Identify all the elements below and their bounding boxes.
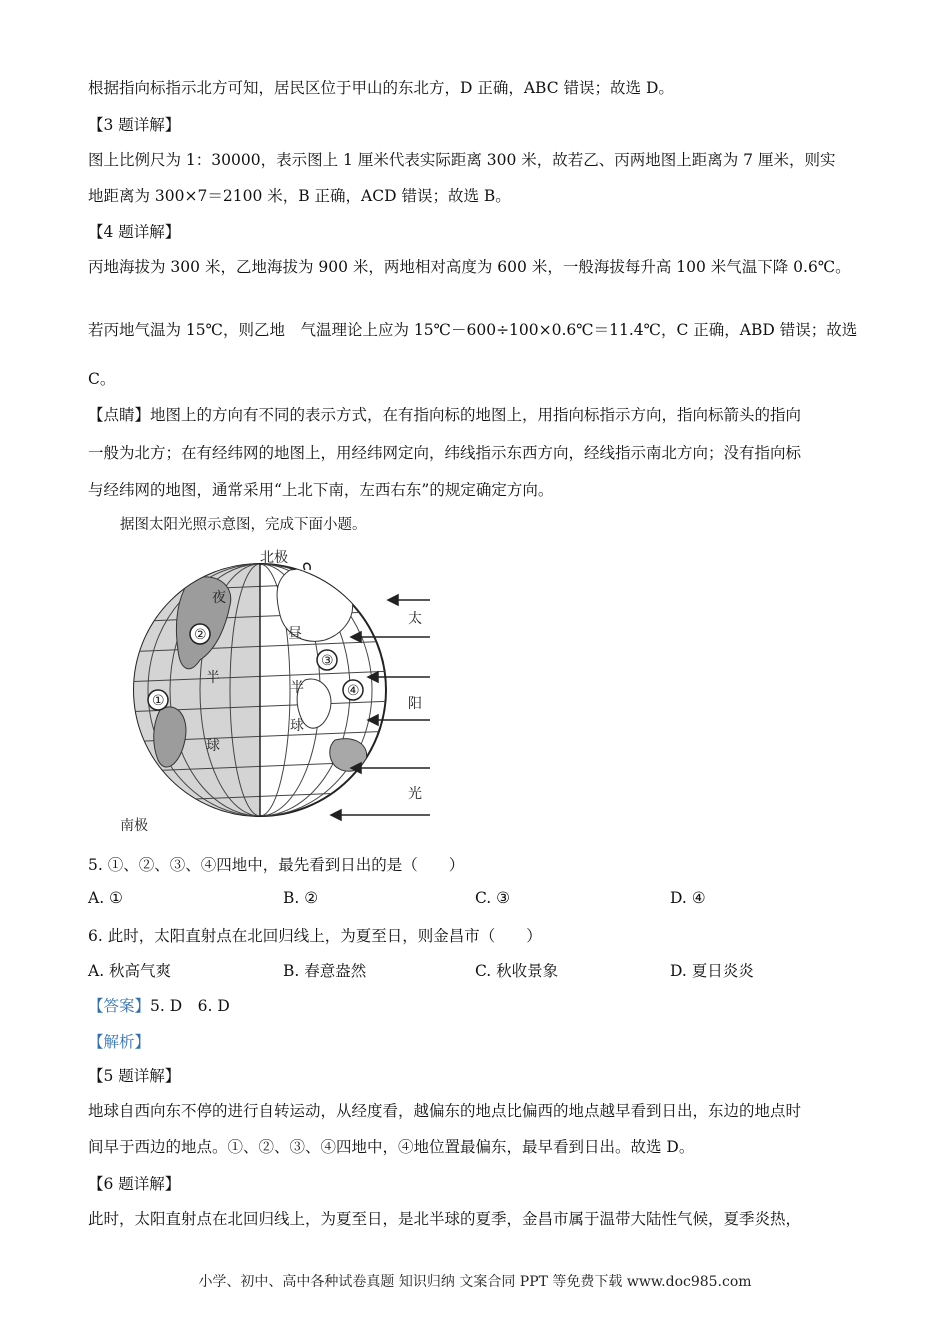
tip-line: 与经纬网的地图，通常采用“上北下南，左西右东”的规定确定方向。 — [88, 481, 554, 499]
text-line: 图上比例尺为 1：30000，表示图上 1 厘米代表实际距离 300 米，故若乙、丙两地图上距离为 7 厘米，则实 — [88, 151, 836, 169]
section-heading: 【4 题详解】 — [88, 223, 181, 241]
option-d[interactable]: D. ④ — [670, 889, 706, 907]
tip-line: 一般为北方；在有经纬网的地图上，用经纬网定向，纬线指示东西方向，经线指示南北方向；没有指向标 — [88, 444, 802, 462]
question-6-options — [88, 959, 868, 981]
rotation-arrow-icon — [304, 563, 310, 570]
sunlight-globe-figure — [120, 540, 450, 840]
option-a[interactable]: A. ① — [88, 889, 123, 907]
section-heading: 【6 题详解】 — [88, 1175, 181, 1193]
text-line: 丙地海拔为 300 米，乙地海拔为 900 米，两地相对高度为 600 米，一般海拔每升高 100 米气温下降 0.6℃。 — [88, 258, 851, 276]
hemisphere-char: 球 — [290, 718, 304, 734]
option-a[interactable]: A. 秋高气爽 — [88, 962, 172, 980]
text-line: 根据指向标指示北方可知，居民区位于甲山的东北方，D 正确，ABC 错误；故选 D。 — [88, 79, 674, 97]
question-6: 6. 此时，太阳直射点在北回归线上，为夏至日，则金昌市（ ） — [88, 927, 542, 945]
hemisphere-char: 球 — [206, 738, 220, 754]
section-heading: 【5 题详解】 — [88, 1067, 181, 1085]
answer-text: 5. D 6. D — [150, 997, 230, 1015]
answer-line — [88, 994, 230, 1016]
point-1-label: ① — [152, 693, 165, 709]
analysis-label: 【解析】 — [88, 1033, 151, 1051]
question-5: 5. ①、②、③、④四地中，最先看到日出的是（ ） — [88, 856, 465, 874]
question-5-options — [88, 889, 868, 911]
section-heading: 【3 题详解】 — [88, 116, 181, 134]
text-line: 若丙地气温为 15℃，则乙地 气温理论上应为 15℃－600÷100×0.6℃＝11.4℃，C 正确，ABD 错误；故选 — [88, 321, 858, 339]
point-4-label: ④ — [347, 683, 360, 699]
text-line: C。 — [88, 370, 116, 388]
text-line: 地距离为 300×7＝2100 米，B 正确，ACD 错误；故选 B。 — [88, 187, 511, 205]
figure-intro: 据图太阳光照示意图，完成下面小题。 — [120, 517, 367, 533]
sunlight-char: 太 — [408, 611, 422, 627]
point-2-label: ② — [194, 627, 207, 643]
option-b[interactable]: B. ② — [283, 889, 319, 907]
option-c[interactable]: C. 秋收景象 — [475, 962, 559, 980]
hemisphere-char: 夜 — [212, 590, 226, 606]
hemisphere-char: 半 — [290, 680, 304, 696]
hemisphere-char: 昼 — [288, 626, 302, 642]
option-b[interactable]: B. 春意盎然 — [283, 962, 367, 980]
answer-label: 【答案】 — [88, 997, 151, 1015]
hemisphere-char: 半 — [206, 670, 220, 686]
north-pole-label: 北极 — [260, 550, 288, 566]
text-line: 间早于西边的地点。①、②、③、④四地中，④地位置最偏东，最早看到日出。故选 D。 — [88, 1138, 695, 1156]
option-d[interactable]: D. 夏日炎炎 — [670, 962, 754, 980]
text-line: 地球自西向东不停的进行自转运动，从经度看，越偏东的地点比偏西的地点越早看到日出，东边的地点时 — [88, 1102, 802, 1120]
south-pole-label: 南极 — [120, 818, 148, 834]
page-footer: 小学、初中、高中各种试卷真题 知识归纳 文案合同 PPT 等免费下载 www.doc985.com — [198, 1274, 752, 1290]
tip-line: 【点睛】地图上的方向有不同的表示方式，在有指向标的地图上，用指向标指示方向，指向标箭头的指向 — [88, 406, 802, 424]
sunlight-char: 光 — [408, 786, 422, 802]
text-line: 此时，太阳直射点在北回归线上，为夏至日，是北半球的夏季，金昌市属于温带大陆性气候，夏季炎热， — [88, 1210, 802, 1228]
option-c[interactable]: C. ③ — [475, 889, 511, 907]
point-3-label: ③ — [321, 653, 334, 669]
sunlight-char: 阳 — [408, 696, 422, 712]
